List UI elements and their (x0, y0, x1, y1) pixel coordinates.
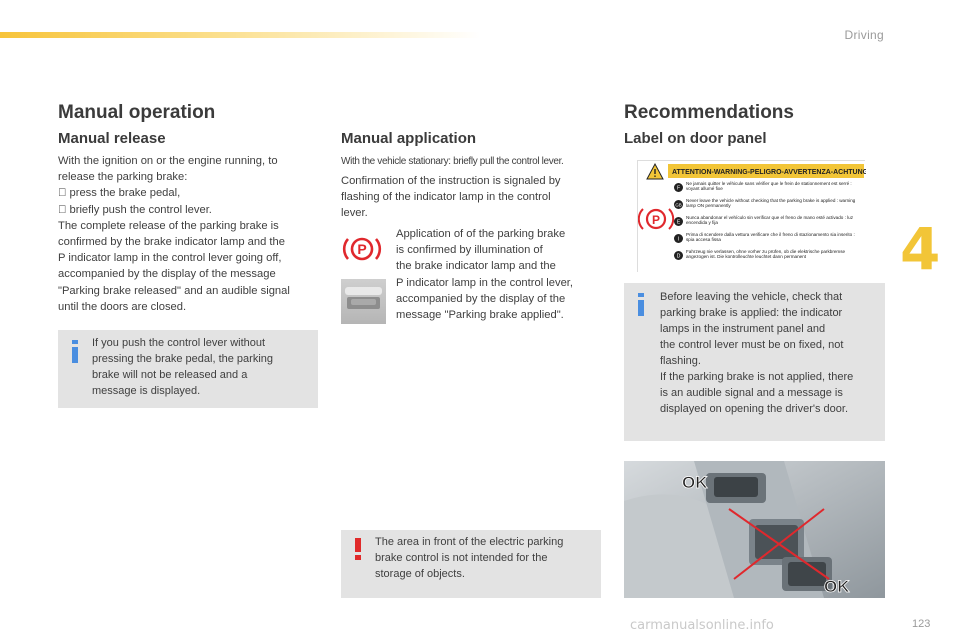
svg-text:D: D (676, 253, 681, 260)
recommendations-title: Recommendations (624, 102, 794, 123)
release-info-box (58, 330, 318, 408)
header-accent-bar (0, 32, 480, 38)
manual-release-heading: Manual release (58, 130, 166, 147)
control-lever-image (341, 279, 386, 324)
application-instruction: With the vehicle stationary: briefly pull the control lever. (341, 156, 564, 167)
storage-warning-box (341, 530, 601, 598)
recommendation-info-box (624, 283, 885, 441)
section-label: Driving (844, 28, 884, 42)
manual-operation-title: Manual operation (58, 102, 216, 123)
label-banner-text: ATTENTION-WARNING-PELIGRO-AVVERTENZA-ACHTUNG (672, 169, 866, 176)
manual-release-text: With the ignition on or the engine running, to release the parking brake: press the brake pedal, briefly push the control lever. The complete release of the parking brake is confirmed by the brake indicator lamp and the P indicator lamp in the control lever going off, accompanied by the display of the message "Parking brake released" and an audible signal until the doors are closed. (58, 155, 290, 313)
door-panel-label-image: ATTENTION-WARNING-PELIGRO-AVVERTENZA-ACHTUNG P F Ne jamais quitter le véhicule sans vérifier que le frein de stationnement est serré : voyant allumé fixe GB Never leave the vehicle without checking that the parking brake is applied : warning lamp ON permanently E Nunca abandonar el vehículo sin verificar que el freno de mano esté activado : luz encendida y fija I Prima di scendere dalla vettura verificare che il freno di stazionamento sia inserito : spia accesa fissa D Fahrzeug nie verlassen, ohne vorher zu prüfen, ob die elektrische parkbremse angezogen ist. Die kontrolleuchte leuchtet dann permanent (637, 160, 865, 272)
console-storage-photo (624, 461, 885, 598)
confirmation-text: Confirmation of the instruction is signaled by flashing of the indicator lamp in the control lever. (341, 175, 561, 220)
svg-text:GB: GB (675, 202, 682, 208)
watermark: carmanualsonline.info (630, 618, 774, 633)
storage-warning-text: The area in front of the electric parking brake control is not intended for the storage of objects. (375, 536, 564, 580)
lamp-letter: P (357, 241, 367, 257)
parking-brake-lamp-icon (342, 233, 382, 265)
label-heading: Label on door panel (624, 130, 767, 147)
ok-label-top: OK (682, 473, 708, 492)
release-info-text: If you push the control lever without pressing the brake pedal, the parking brake will not be released and a message is displayed. (92, 337, 274, 397)
application-text: Application of of the parking brake is confirmed by illumination of the brake indicator lamp and the P indicator lamp in the control lever, accompanied by the display of the message "Parking brake applied". (396, 228, 574, 322)
svg-text:I: I (677, 236, 680, 243)
manual-application-heading: Manual application (341, 130, 477, 147)
page-number: 123 (912, 618, 931, 630)
label-lamp-letter: P (651, 213, 661, 227)
ok-label-bottom: OK (824, 577, 850, 596)
svg-text:E: E (676, 219, 681, 226)
recommendation-info-text: Before leaving the vehicle, check that parking brake is applied: the indicator lamps in the instrument panel and the control lever must be on fixed, not flashing. If the parking brake is not applied, there is an audible signal and a message is displayed on opening the driver's door. (660, 291, 854, 415)
chapter-number: 4 (900, 215, 941, 283)
svg-text:F: F (676, 185, 681, 192)
